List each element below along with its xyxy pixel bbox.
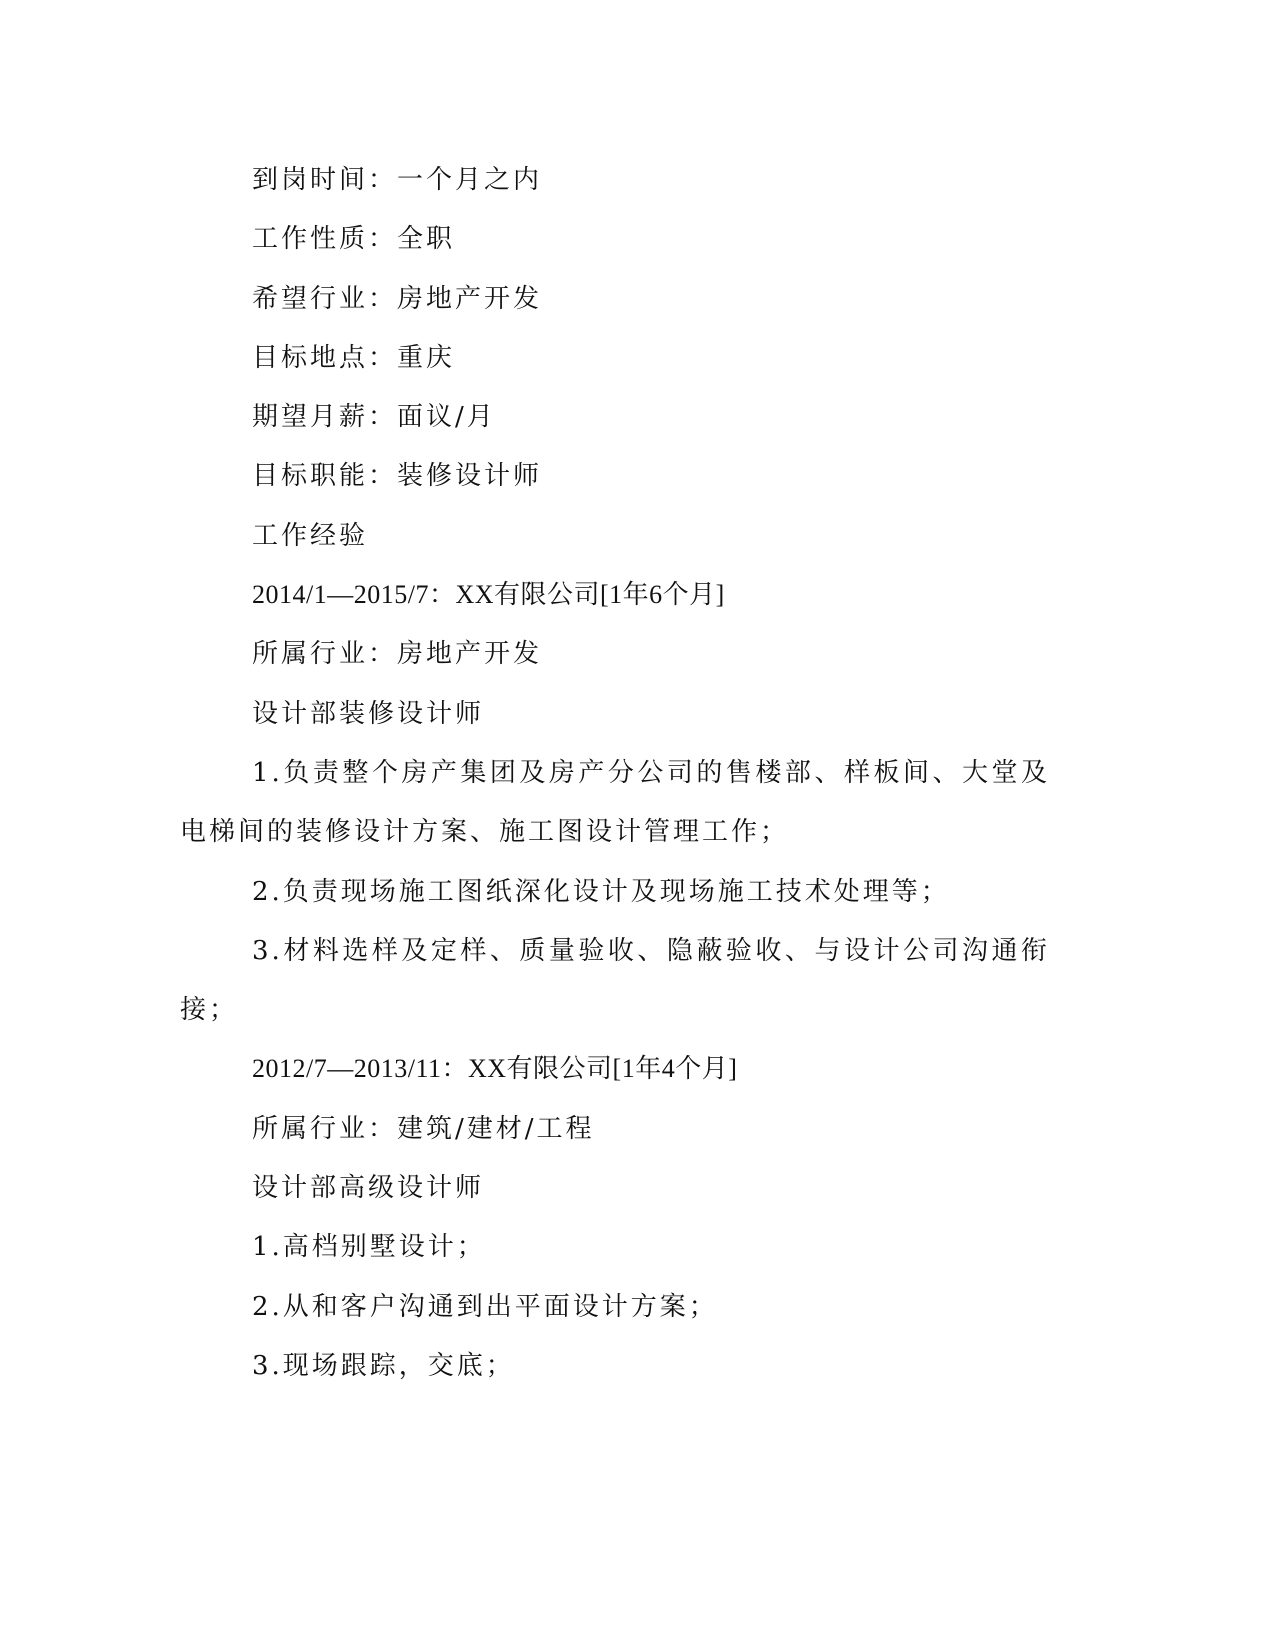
job-2-duty-2: 2.从和客户沟通到出平面设计方案；	[252, 1291, 718, 1322]
job-2-title: 设计部高级设计师	[252, 1173, 485, 1204]
target-location-line: 目标地点：重庆	[252, 342, 456, 373]
job-2-duty-1: 1.高档别墅设计；	[252, 1232, 486, 1263]
job-nature-line: 工作性质：全职	[252, 224, 456, 255]
job-1-title: 设计部装修设计师	[252, 698, 485, 729]
job-1-industry: 所属行业：房地产开发	[252, 639, 543, 670]
job-2-duty-3: 3.现场跟踪，交底；	[252, 1350, 515, 1381]
job-1-period: 2014/1—2015/7：XX有限公司[1年6个月]	[252, 580, 725, 610]
job-1-duty-2: 2.负责现场施工图纸深化设计及现场施工技术处理等；	[252, 876, 950, 907]
job-2-period: 2012/7—2013/11：XX有限公司[1年4个月]	[252, 1054, 738, 1084]
expected-salary-line: 期望月薪：面议/月	[252, 402, 496, 433]
document-body	[180, 158, 1050, 1403]
target-function-line: 目标职能：装修设计师	[252, 461, 543, 492]
job-1-duty-1: 1.负责整个房产集团及房产分公司的售楼部、样板间、大堂及电梯间的装修设计方案、施工图设计管理工作；	[180, 757, 1050, 848]
work-experience-heading: 工作经验	[252, 520, 369, 551]
arrival-time-line: 到岗时间：一个月之内	[252, 165, 543, 195]
job-2-industry: 所属行业：建筑/建材/工程	[252, 1113, 595, 1144]
desired-industry-line: 希望行业：房地产开发	[252, 283, 543, 314]
job-1-duty-3: 3.材料选样及定样、质量验收、隐蔽验收、与设计公司沟通衔接；	[180, 935, 1050, 1026]
